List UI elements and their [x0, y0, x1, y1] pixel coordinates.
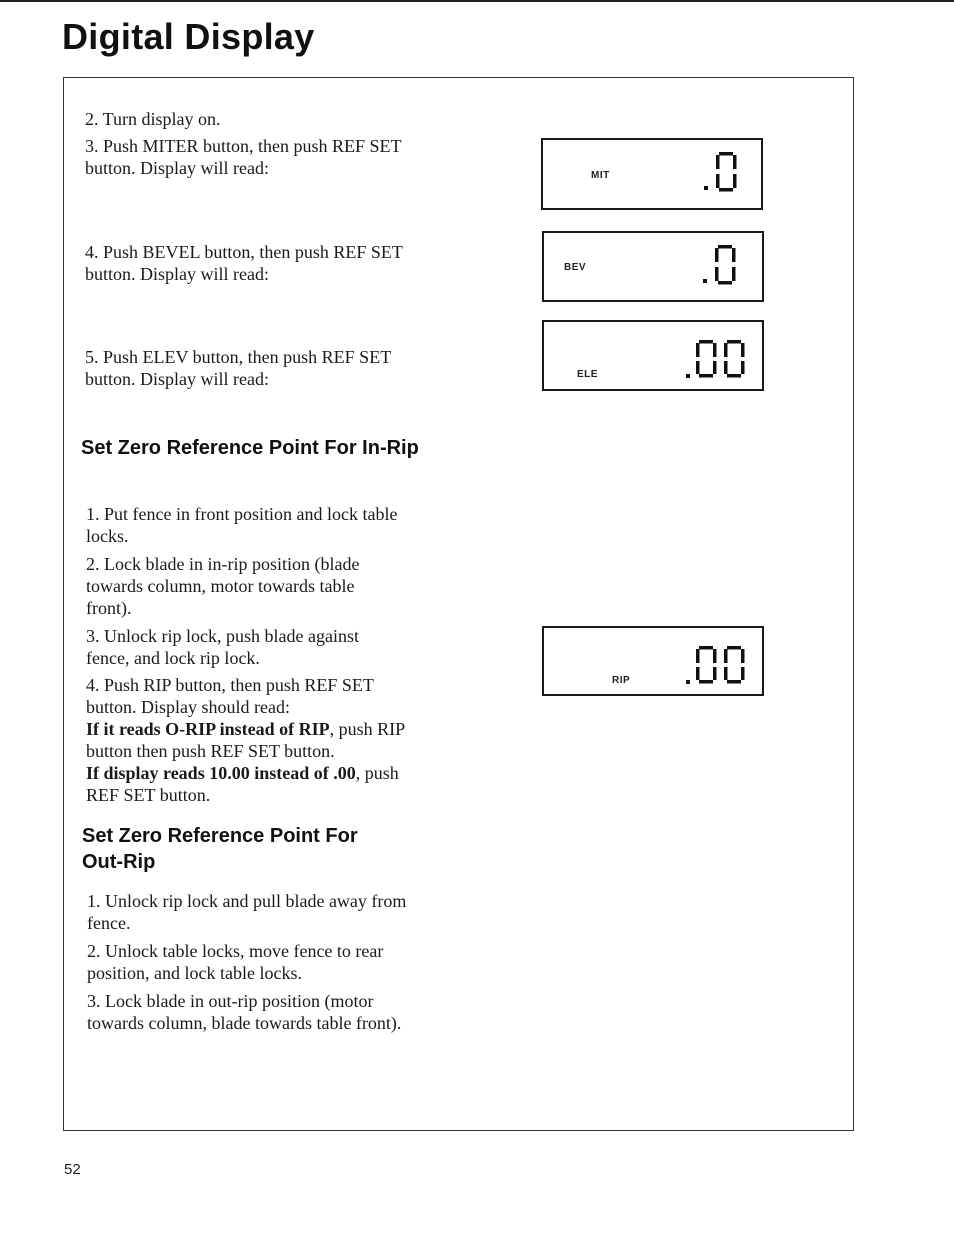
in-rip-step-4-text: 4. Push RIP button, then push REF SET button. Display should read:: [86, 675, 374, 717]
heading-out-rip: Set Zero Reference Point For Out-Rip: [82, 825, 358, 873]
out-rip-step-1: 1. Unlock rip lock and pull blade away from fence.: [87, 891, 407, 933]
in-rip-note-1-text: , push RIP button then push REF SET button.: [86, 719, 405, 761]
page-title: Digital Display: [62, 16, 315, 57]
in-rip-step-4: [86, 674, 421, 806]
lcd-digit-zero: [696, 340, 717, 378]
out-rip-step-3: 3. Lock blade in out-rip position (motor towards column, blade towards table front).: [87, 991, 402, 1033]
lcd-display-rip: [542, 626, 764, 696]
in-rip-note-1-bold: If it reads O-RIP instead of RIP: [86, 719, 330, 739]
in-rip-step-2: 2. Lock blade in in-rip position (blade towards column, motor towards table front).: [86, 554, 360, 618]
lcd-label-rip: RIP: [612, 675, 631, 686]
step-turn-display-on: 2. Turn display on.: [85, 109, 221, 129]
lcd-display-miter: [541, 138, 763, 210]
top-rule: [0, 0, 954, 2]
step-elev: 5. Push ELEV button, then push REF SET button. Display will read:: [85, 347, 391, 389]
lcd-digit-zero: [724, 646, 745, 684]
lcd-display-bevel: [542, 231, 764, 302]
lcd-decimal-point: [703, 279, 707, 283]
in-rip-note-2-bold: If display reads 10.00 instead of .00: [86, 763, 356, 783]
lcd-label-mit: MIT: [591, 170, 610, 181]
lcd-label-ele: ELE: [577, 369, 598, 380]
out-rip-step-2: 2. Unlock table locks, move fence to rear position, and lock table locks.: [87, 941, 384, 983]
lcd-readout-rip: [684, 642, 764, 694]
lcd-decimal-point: [686, 680, 690, 684]
lcd-display-elev: [542, 320, 764, 391]
lcd-decimal-point: [704, 186, 708, 190]
page-number: 52: [64, 1161, 81, 1178]
lcd-digit-zero: [715, 245, 736, 285]
lcd-readout-bevel: [697, 239, 757, 291]
lcd-readout-elev: [684, 336, 764, 388]
lcd-digit-zero: [696, 646, 717, 684]
lcd-label-bev: BEV: [564, 262, 587, 273]
lcd-readout-miter: [698, 146, 758, 198]
in-rip-note-2-text: , push REF SET button.: [86, 763, 399, 805]
in-rip-step-3: 3. Unlock rip lock, push blade against fence, and lock rip lock.: [86, 626, 359, 668]
lcd-digit-zero: [716, 152, 737, 192]
heading-in-rip: Set Zero Reference Point For In-Rip: [81, 437, 419, 459]
step-miter: 3. Push MITER button, then push REF SET button. Display will read:: [85, 136, 402, 178]
step-bevel: 4. Push BEVEL button, then push REF SET button. Display will read:: [85, 242, 403, 284]
lcd-digit-zero: [724, 340, 745, 378]
in-rip-step-1: 1. Put fence in front position and lock table locks.: [86, 504, 398, 546]
scan-speck: [892, 142, 918, 148]
lcd-decimal-point: [686, 374, 690, 378]
